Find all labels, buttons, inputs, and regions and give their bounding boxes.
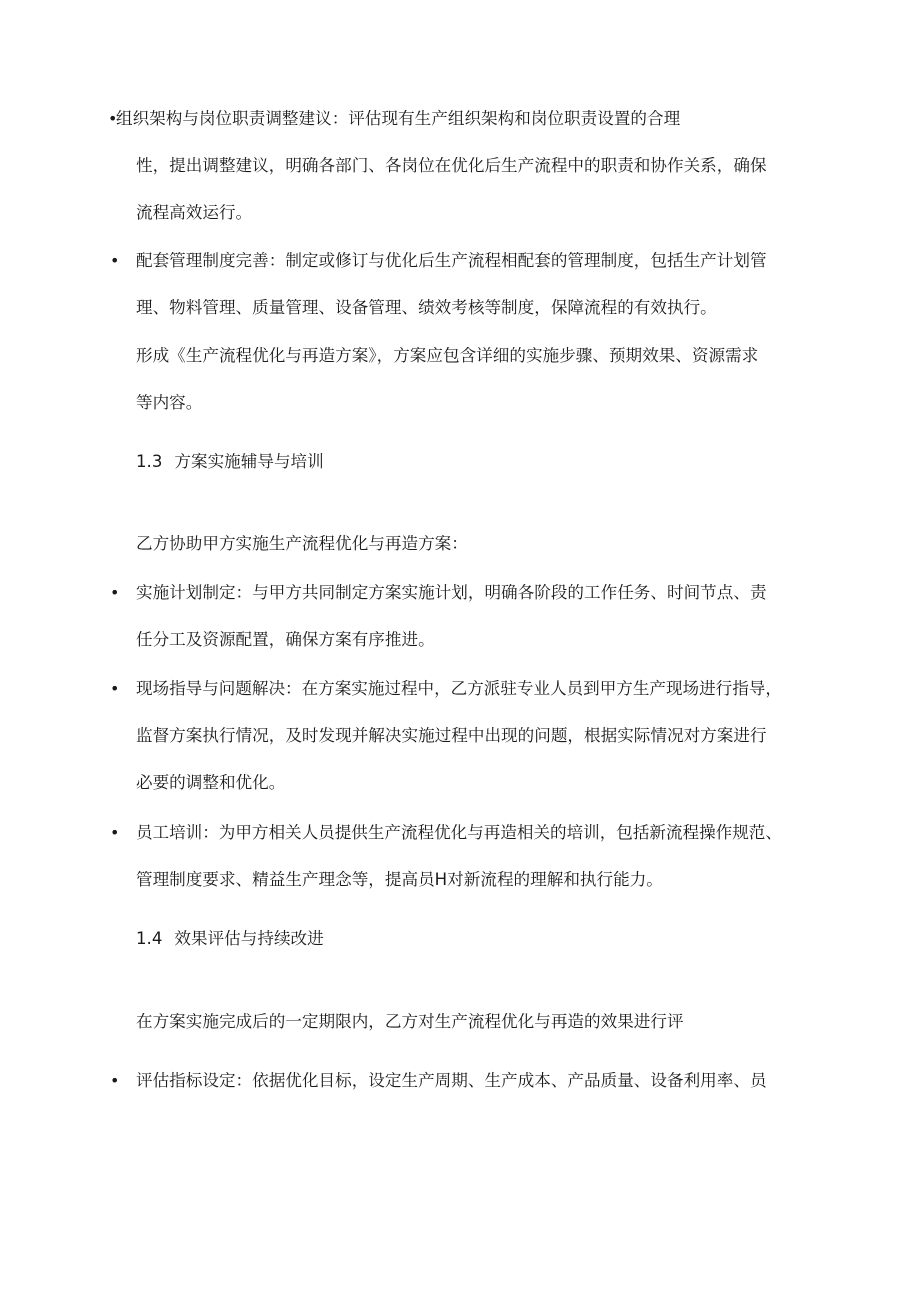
section-title: 效果评估与持续改进: [174, 929, 324, 948]
section-heading: [136, 928, 324, 950]
text-line: 流程高效运行。: [136, 203, 253, 222]
text-line: 必要的调整和优化。: [136, 773, 286, 792]
bullet-marker: •: [110, 1071, 120, 1090]
text-line: 任分工及资源配置，确保方案有序推进。: [136, 630, 435, 649]
text-line: 形成《生产流程优化与再造方案》，方案应包含详细的实施步骤、预期效果、资源需求: [136, 346, 759, 365]
text-line: 评估指标设定：依据优化目标，设定生产周期、生产成本、产品质量、设备利用率、员: [136, 1071, 767, 1090]
text-line: 理、物料管理、质量管理、设备管理、绩效考核等制度，保障流程的有效执行。: [136, 298, 717, 317]
section-number: 1.4: [136, 929, 163, 948]
bullet-marker: •: [108, 109, 118, 128]
bullet-marker: •: [110, 823, 120, 842]
text-line: 监督方案执行情况，及时发现并解决实施过程中出现的问题，根据实际情况对方案进行: [136, 726, 767, 745]
text-line: 现场指导与问题解决：在方案实施过程中，乙方派驻专业人员到甲方生产现场进行指导，: [136, 679, 782, 698]
text-line: 等内容。: [136, 393, 203, 412]
section-number: 1.3: [136, 452, 163, 471]
text-line: 性，提出调整建议，明确各部门、各岗位在优化后生产流程中的职责和协作关系，确保: [136, 156, 767, 175]
bullet-marker: •: [110, 251, 120, 270]
text-line: 在方案实施完成后的一定期限内，乙方对生产流程优化与再造的效果进行评: [136, 1012, 684, 1031]
section-heading: [136, 451, 324, 473]
text-line: 实施计划制定：与甲方共同制定方案实施计划，明确各阶段的工作任务、时间节点、责: [136, 583, 767, 602]
text-line: 员工培训：为甲方相关人员提供生产流程优化与再造相关的培训，包括新流程操作规范、: [136, 823, 782, 842]
text-line: 配套管理制度完善：制定或修订与优化后生产流程相配套的管理制度，包括生产计划管: [136, 251, 767, 270]
text-line: 管理制度要求、精益生产理念等，提高员H对新流程的理解和执行能力。: [136, 870, 663, 889]
text-line: 组织架构与岗位职责调整建议：评估现有生产组织架构和岗位职责设置的合理: [116, 109, 681, 128]
bullet-marker: •: [110, 679, 120, 698]
text-line: 乙方协助甲方实施生产流程优化与再造方案：: [136, 534, 468, 553]
section-title: 方案实施辅导与培训: [174, 452, 324, 471]
bullet-marker: •: [110, 583, 120, 602]
